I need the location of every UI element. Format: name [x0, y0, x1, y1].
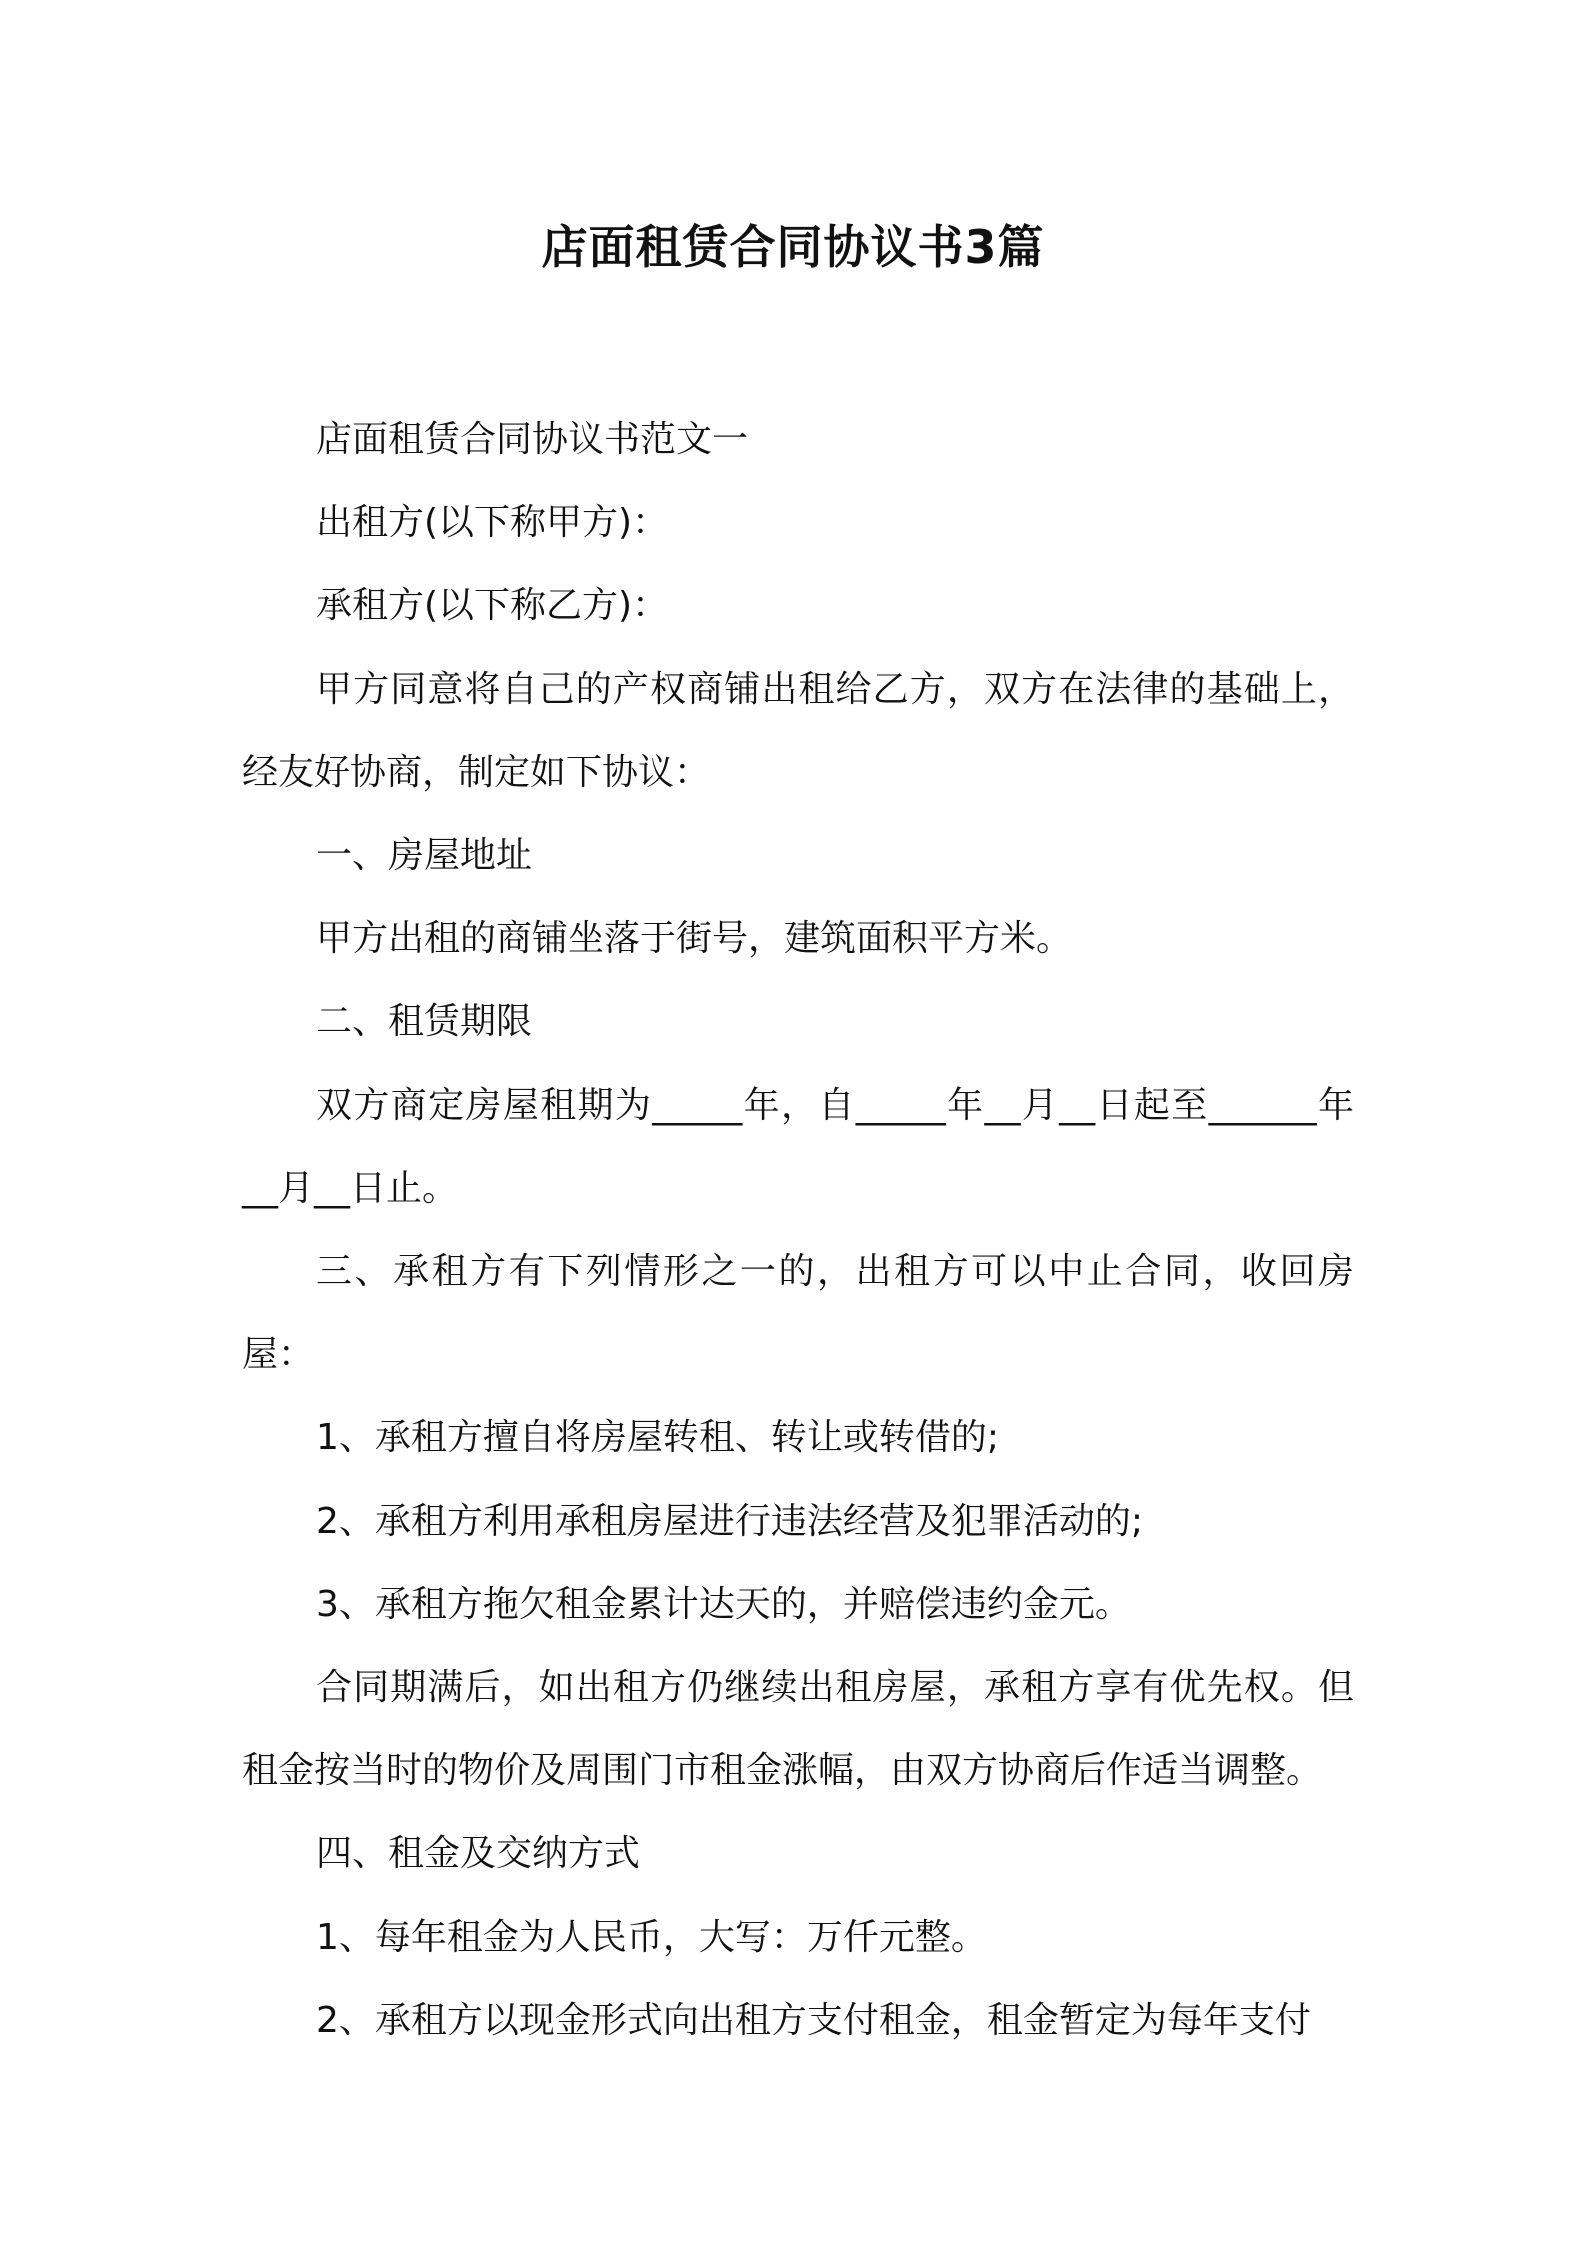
- section-heading-sample-one: 店面租赁合同协议书范文一: [316, 419, 749, 460]
- termination-item-3: 3、承租方拖欠租金累计达天的，并赔偿违约金元。: [316, 1583, 1131, 1625]
- rent-item-2: 2、承租方以现金形式向出租方支付租金，租金暂定为每年支付: [316, 1999, 1311, 2041]
- term-paragraph: 双方商定房屋租期为_____年，自_____年__月__日起至______年__月__日止。: [242, 1084, 1354, 1209]
- address-paragraph: 甲方出租的商铺坐落于街号，建筑面积平方米。: [316, 918, 1073, 960]
- document-body: [242, 398, 1354, 2062]
- clause-heading-termination: 三、承租方有下列情形之一的，出租方可以中止合同，收回房屋：: [242, 1251, 1354, 1376]
- intro-paragraph: 甲方同意将自己的产权商铺出租给乙方，双方在法律的基础上，经友好协商，制定如下协议：: [242, 668, 1354, 793]
- clause-heading-rent: 四、租金及交纳方式: [316, 1833, 641, 1875]
- termination-item-2: 2、承租方利用承租房屋进行违法经营及犯罪活动的;: [316, 1500, 1144, 1542]
- termination-item-1: 1、承租方擅自将房屋转租、转让或转借的;: [316, 1417, 1000, 1459]
- lessor-line: 出租方(以下称甲方)：: [316, 502, 669, 544]
- clause-heading-address: 一、房屋地址: [316, 835, 533, 877]
- clause-heading-term: 二、租赁期限: [316, 1001, 533, 1043]
- rent-item-1: 1、每年租金为人民币，大写：万仟元整。: [316, 1916, 987, 1958]
- document-title: 店面租赁合同协议书3篇: [541, 220, 1045, 274]
- renewal-paragraph: 合同期满后，如出租方仍继续出租房屋，承租方享有优先权。但租金按当时的物价及周围门市租金涨幅，由双方协商后作适当调整。: [242, 1667, 1354, 1792]
- lessee-line: 承租方(以下称乙方)：: [316, 585, 669, 627]
